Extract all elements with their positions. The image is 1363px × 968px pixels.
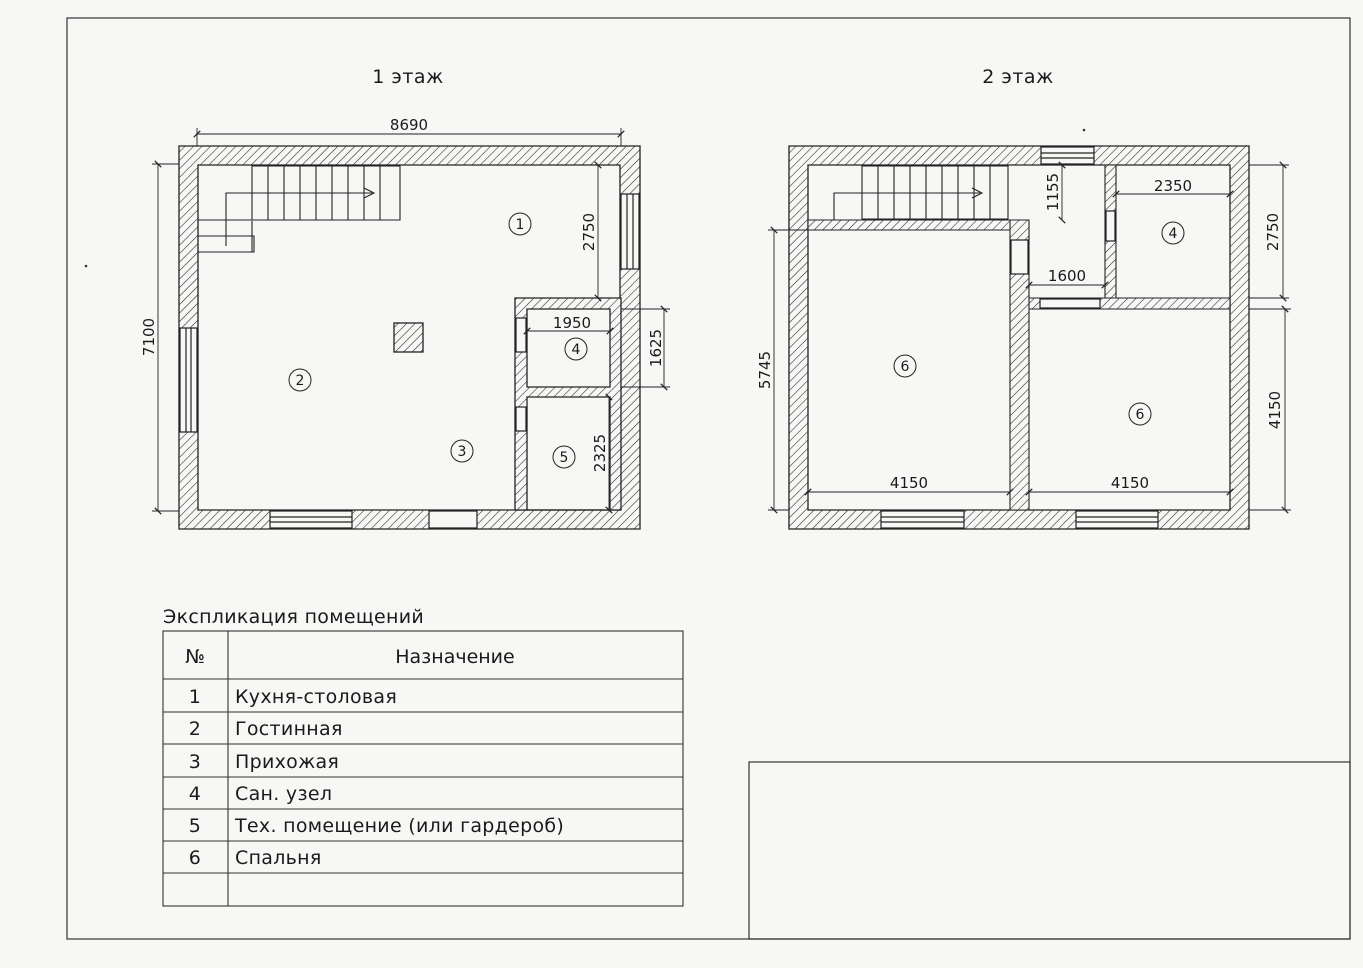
row-purpose: Гостинная: [235, 718, 343, 740]
floor-2-dim-bath-width: 2350: [1153, 177, 1193, 195]
explication-caption: Экспликация помещений: [163, 606, 425, 628]
explication-table: [163, 606, 683, 906]
floor-1-dim-overall-width: 8690: [389, 116, 429, 134]
row-number: 2: [188, 718, 202, 740]
table-row: [189, 718, 343, 740]
row-number: 3: [188, 751, 202, 773]
room-label: 6: [900, 359, 910, 375]
floor-2-dim-left-bedroom-depth: 5745: [756, 350, 774, 390]
room-label: 5: [559, 450, 569, 466]
floor-2-stair: [834, 166, 1008, 220]
room-label: 1: [515, 217, 525, 233]
floor-2-room-4-marker: [1162, 222, 1184, 244]
floor-2-dim-bath-depth: 2750: [1264, 212, 1282, 252]
floor-1-room-1-marker: [509, 213, 531, 235]
floor-1-stair: [198, 165, 400, 252]
row-purpose: Спальня: [235, 847, 322, 869]
room-label: 4: [571, 342, 581, 358]
table-row: [189, 751, 339, 773]
room-label: 2: [295, 373, 305, 389]
row-purpose: Кухня-столовая: [235, 686, 398, 708]
floor-1-column: [394, 323, 423, 352]
floor-1-dim-tech-depth: 2325: [591, 433, 609, 473]
row-number: 4: [188, 783, 202, 805]
floor-1-room-2-marker: [289, 369, 311, 391]
floor-1-dim-bath-depth: 1625: [647, 328, 665, 368]
room-label: 6: [1135, 407, 1145, 423]
floor-2-title: 2 этаж: [982, 66, 1054, 88]
floor-2-plan: [756, 66, 1291, 529]
floor-2-partitions: [808, 165, 1230, 510]
floor-1-windows: [180, 194, 639, 528]
floor-2-room-6-left-marker: [894, 355, 916, 377]
floor-2-dim-left-bedroom-width: 4150: [889, 474, 929, 492]
table-row: [189, 847, 322, 869]
room-label: 4: [1168, 226, 1178, 242]
row-purpose: Тех. помещение (или гардероб): [235, 815, 565, 837]
room-label: 3: [457, 444, 467, 460]
title-block: [749, 762, 1350, 939]
floor-1-room-3-marker: [451, 440, 473, 462]
floor-2-dim-right-bedroom-depth: 4150: [1266, 390, 1284, 430]
header-purpose: Назначение: [395, 646, 515, 668]
table-row: [189, 686, 397, 708]
row-number: 6: [188, 847, 202, 869]
floor-1-dim-kitchen-depth: 2750: [580, 212, 598, 252]
floor-1-title: 1 этаж: [372, 66, 444, 88]
table-row: [189, 783, 332, 805]
row-number: 5: [188, 815, 202, 837]
floor-1-dim-bath-width: 1950: [552, 314, 592, 332]
table-row: [189, 815, 564, 837]
floor-2-dim-hall-width: 1600: [1047, 267, 1087, 285]
floor-1-room-5-marker: [553, 446, 575, 468]
row-number: 1: [188, 686, 202, 708]
floor-1-room-4-marker: [565, 338, 587, 360]
floor-1-dim-overall-height: 7100: [140, 317, 158, 357]
row-purpose: Прихожая: [235, 751, 340, 773]
floor-2-room-6-right-marker: [1129, 403, 1151, 425]
floor-2-dim-hall-depth: 1155: [1044, 172, 1062, 212]
floor-1-plan: [140, 66, 670, 529]
floor-2-dim-right-bedroom-width: 4150: [1110, 474, 1150, 492]
row-purpose: Сан. узел: [235, 783, 333, 805]
header-number: №: [185, 646, 205, 668]
